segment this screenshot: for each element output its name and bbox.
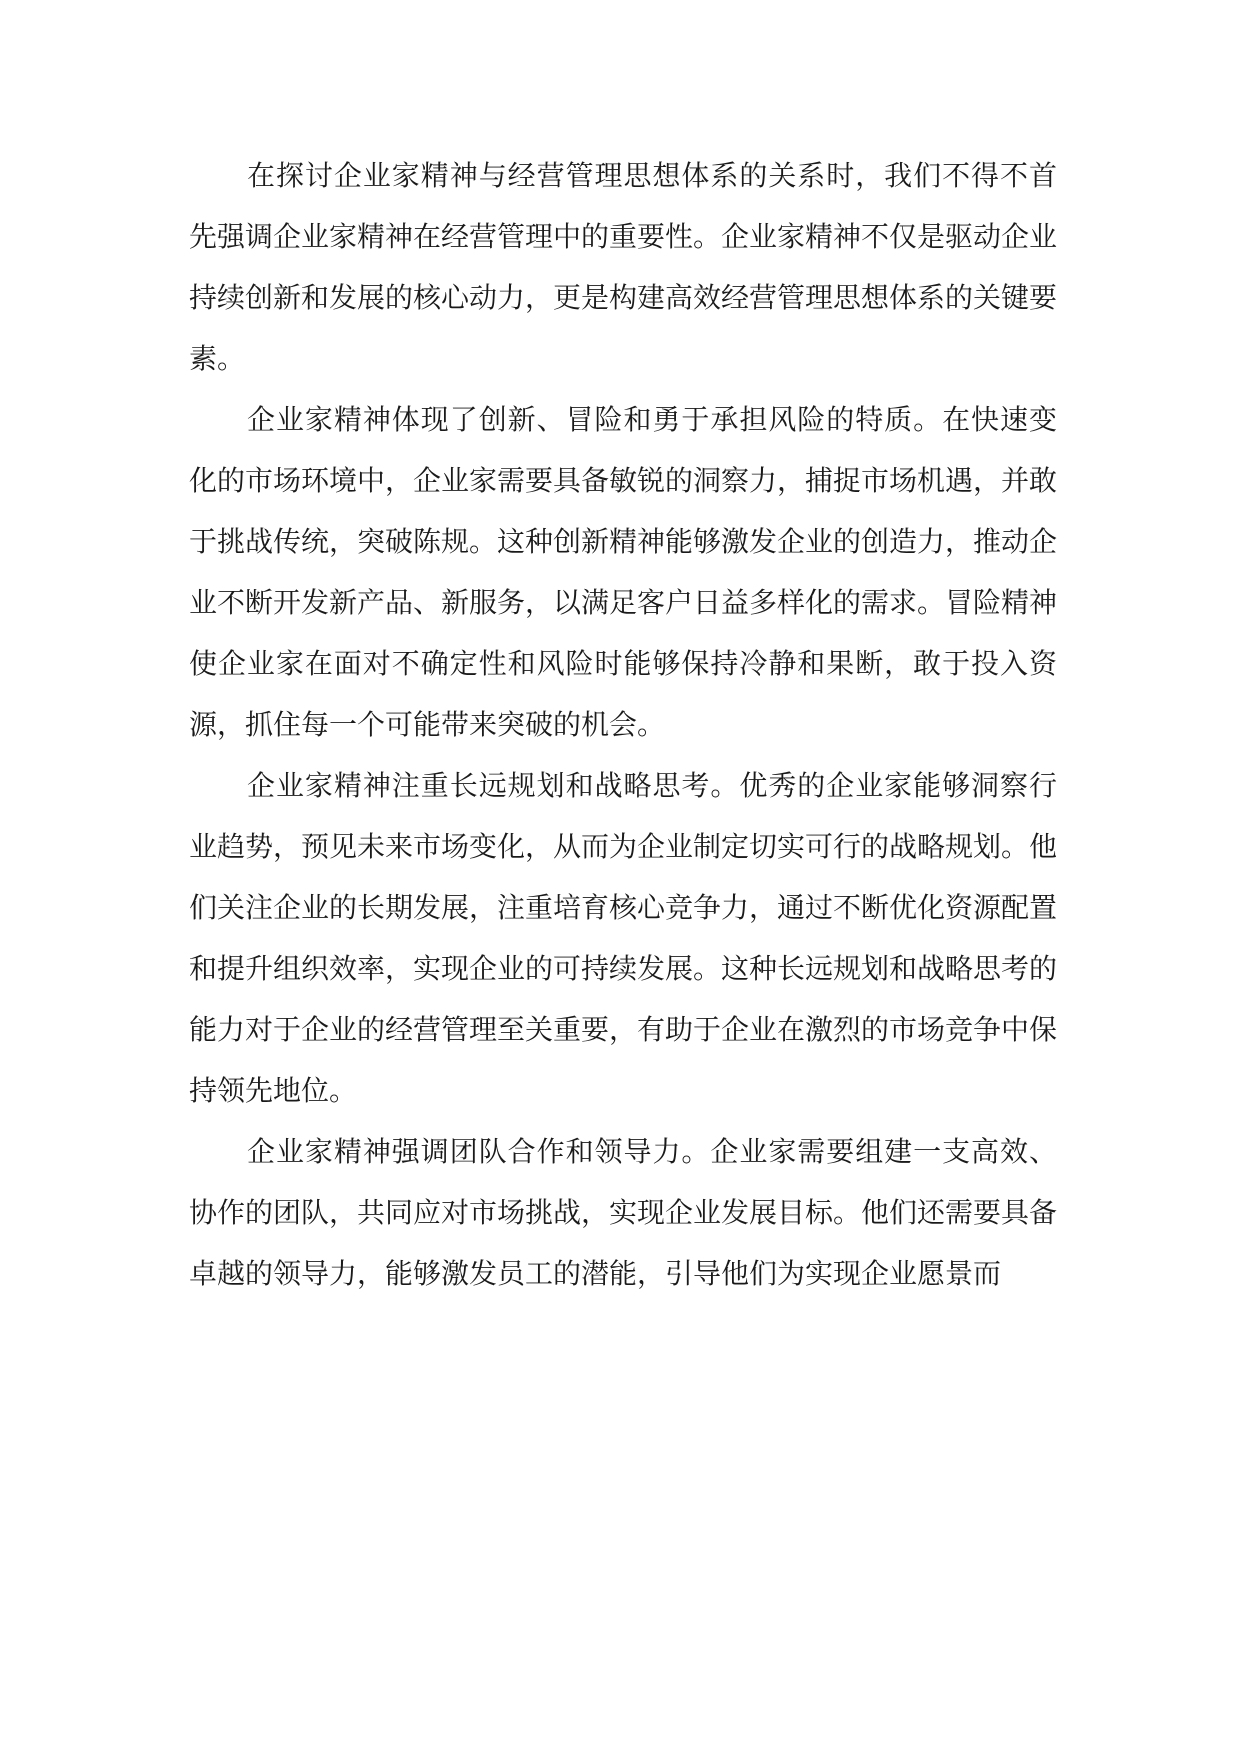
- paragraph-1: 在探讨企业家精神与经营管理思想体系的关系时，我们不得不首先强调企业家精神在经营管理中的重要性。企业家精神不仅是驱动企业持续创新和发展的核心动力，更是构建高效经营管理思想体系的关键要素。: [189, 159, 1058, 375]
- document-body: [189, 145, 1057, 1304]
- paragraph-3: 企业家精神注重长远规划和战略思考。优秀的企业家能够洞察行业趋势，预见未来市场变化，从而为企业制定切实可行的战略规划。他们关注企业的长期发展，注重培育核心竞争力，通过不断优化资源配置和提升组织效率，实现企业的可持续发展。这种长远规划和战略思考的能力对于企业的经营管理至关重要，有助于企业在激烈的市场竞争中保持领先地位。: [189, 769, 1058, 1107]
- paragraph-4: 企业家精神强调团队合作和领导力。企业家需要组建一支高效、协作的团队，共同应对市场挑战，实现企业发展目标。他们还需要具备卓越的领导力，能够激发员工的潜能，引导他们为实现企业愿景而: [189, 1135, 1058, 1290]
- paragraph-2: 企业家精神体现了创新、冒险和勇于承担风险的特质。在快速变化的市场环境中，企业家需要具备敏锐的洞察力，捕捉市场机遇，并敢于挑战传统，突破陈规。这种创新精神能够激发企业的创造力，推动企业不断开发新产品、新服务，以满足客户日益多样化的需求。冒险精神使企业家在面对不确定性和风险时能够保持冷静和果断，敢于投入资源，抓住每一个可能带来突破的机会。: [189, 403, 1058, 741]
